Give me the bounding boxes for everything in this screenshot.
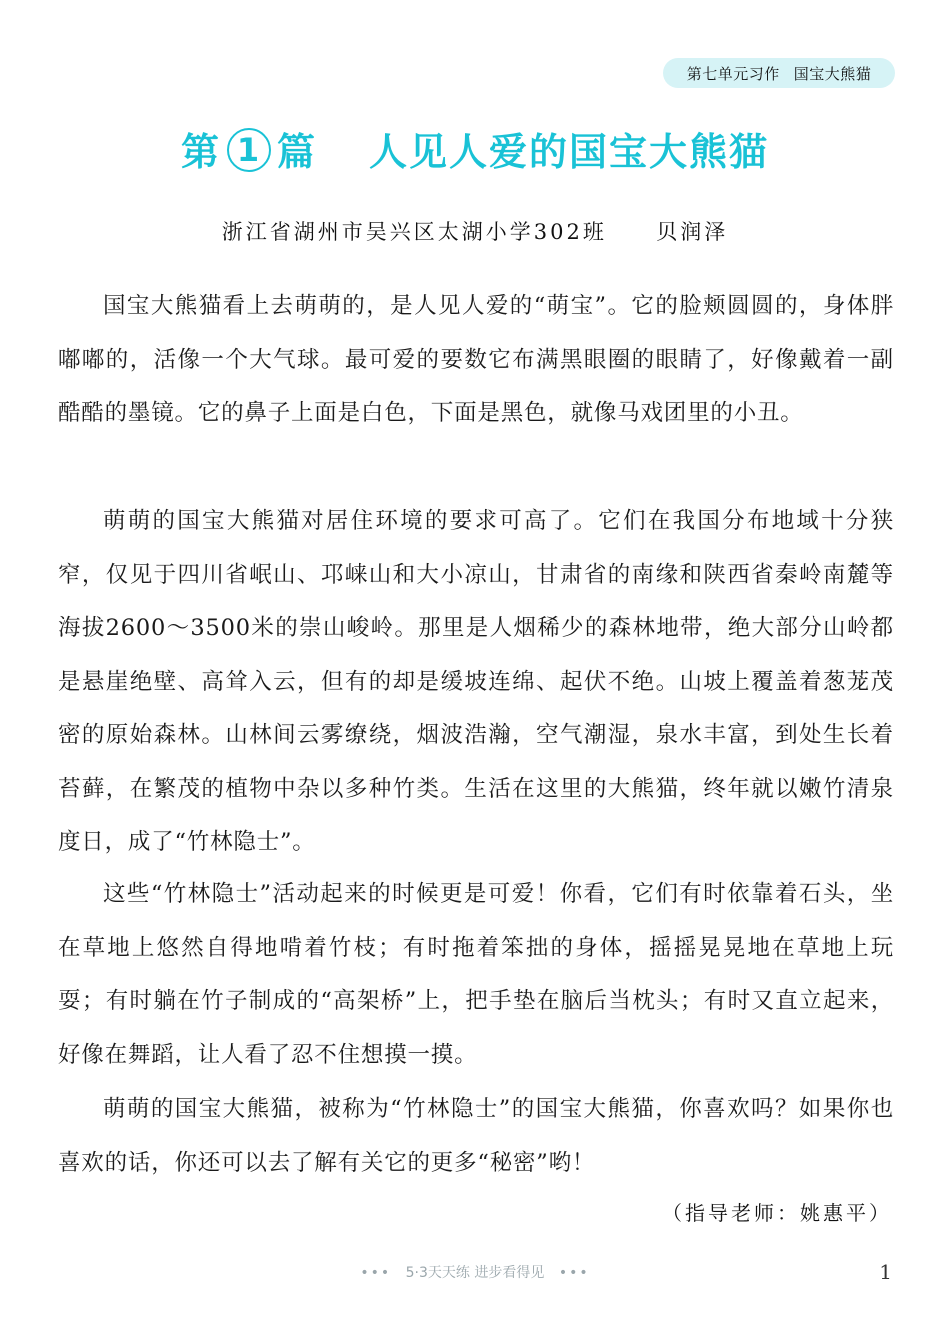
paragraph-4: 萌萌的国宝大熊猫，被称为“竹林隐士”的国宝大熊猫，你喜欢吗？如果你也喜欢的话，你还可以去了解有关它的更多“秘密”哟！ — [58, 1096, 894, 1176]
page-number: 1 — [879, 1260, 892, 1284]
topic-label: 国宝大熊猫 — [793, 64, 872, 83]
page-title — [0, 118, 950, 178]
title-number-badge: 1 — [227, 128, 271, 172]
author-line — [0, 216, 950, 246]
paragraph-1: 国宝大熊猫看上去萌萌的，是人见人爱的“萌宝”。它的脸颊圆圆的，身体胖嘟嘟的，活像一个大气球。最可爱的要数它布满黑眼圈的眼睛了，好像戴着一副酷酷的墨镜。它的鼻子上面是白色，下面是黑色，就像马戏团里的小丑。 — [58, 293, 894, 426]
title-text: 人见人爱的国宝大熊猫 — [369, 129, 770, 174]
teacher-credit: （指导老师：姚惠平） — [662, 1201, 892, 1225]
unit-tag — [663, 58, 895, 88]
footer-slogan — [0, 1262, 950, 1282]
title-prefix: 第 — [180, 129, 221, 174]
paragraph-2: 萌萌的国宝大熊猫对居住环境的要求可高了。它们在我国分布地域十分狭窄，仅见于四川省岷山、邛崃山和大小凉山，甘肃省的南缘和陕西省秦岭南麓等海拔2600～3500米的崇山峻岭。那里是人烟稀少的森林地带，绝大部分山岭都是悬崖绝壁、高耸入云，但有的却是缓坡连绵、起伏不绝。山坡上覆盖着葱茏茂密的原始森林。山林间云雾缭绕，烟波浩瀚，空气潮湿，泉水丰富，到处生长着苔藓，在繁茂的植物中杂以多种竹类。生活在这里的大熊猫，终年就以嫩竹清泉度日，成了“竹林隐士”。 — [58, 508, 894, 855]
author-name: 贝润泽 — [656, 220, 729, 244]
author-school: 浙江省湖州市吴兴区太湖小学302班 — [221, 220, 607, 244]
unit-label: 第七单元习作 — [686, 64, 780, 83]
footer-dots-left: ••• — [360, 1265, 392, 1281]
footer-text: 5·3天天练 进步看得见 — [405, 1265, 545, 1281]
title-suffix: 篇 — [276, 129, 317, 174]
paragraph-3: 这些“竹林隐士”活动起来的时候更是可爱！你看，它们有时依靠着石头，坐在草地上悠然自得地啃着竹枝；有时拖着笨拙的身体，摇摇晃晃地在草地上玩耍；有时躺在竹子制成的“高架桥”上，把手垫在脑后当枕头；有时又直立起来，好像在舞蹈，让人看了忍不住想摸一摸。 — [58, 881, 894, 1068]
footer-dots-right: ••• — [558, 1265, 590, 1281]
